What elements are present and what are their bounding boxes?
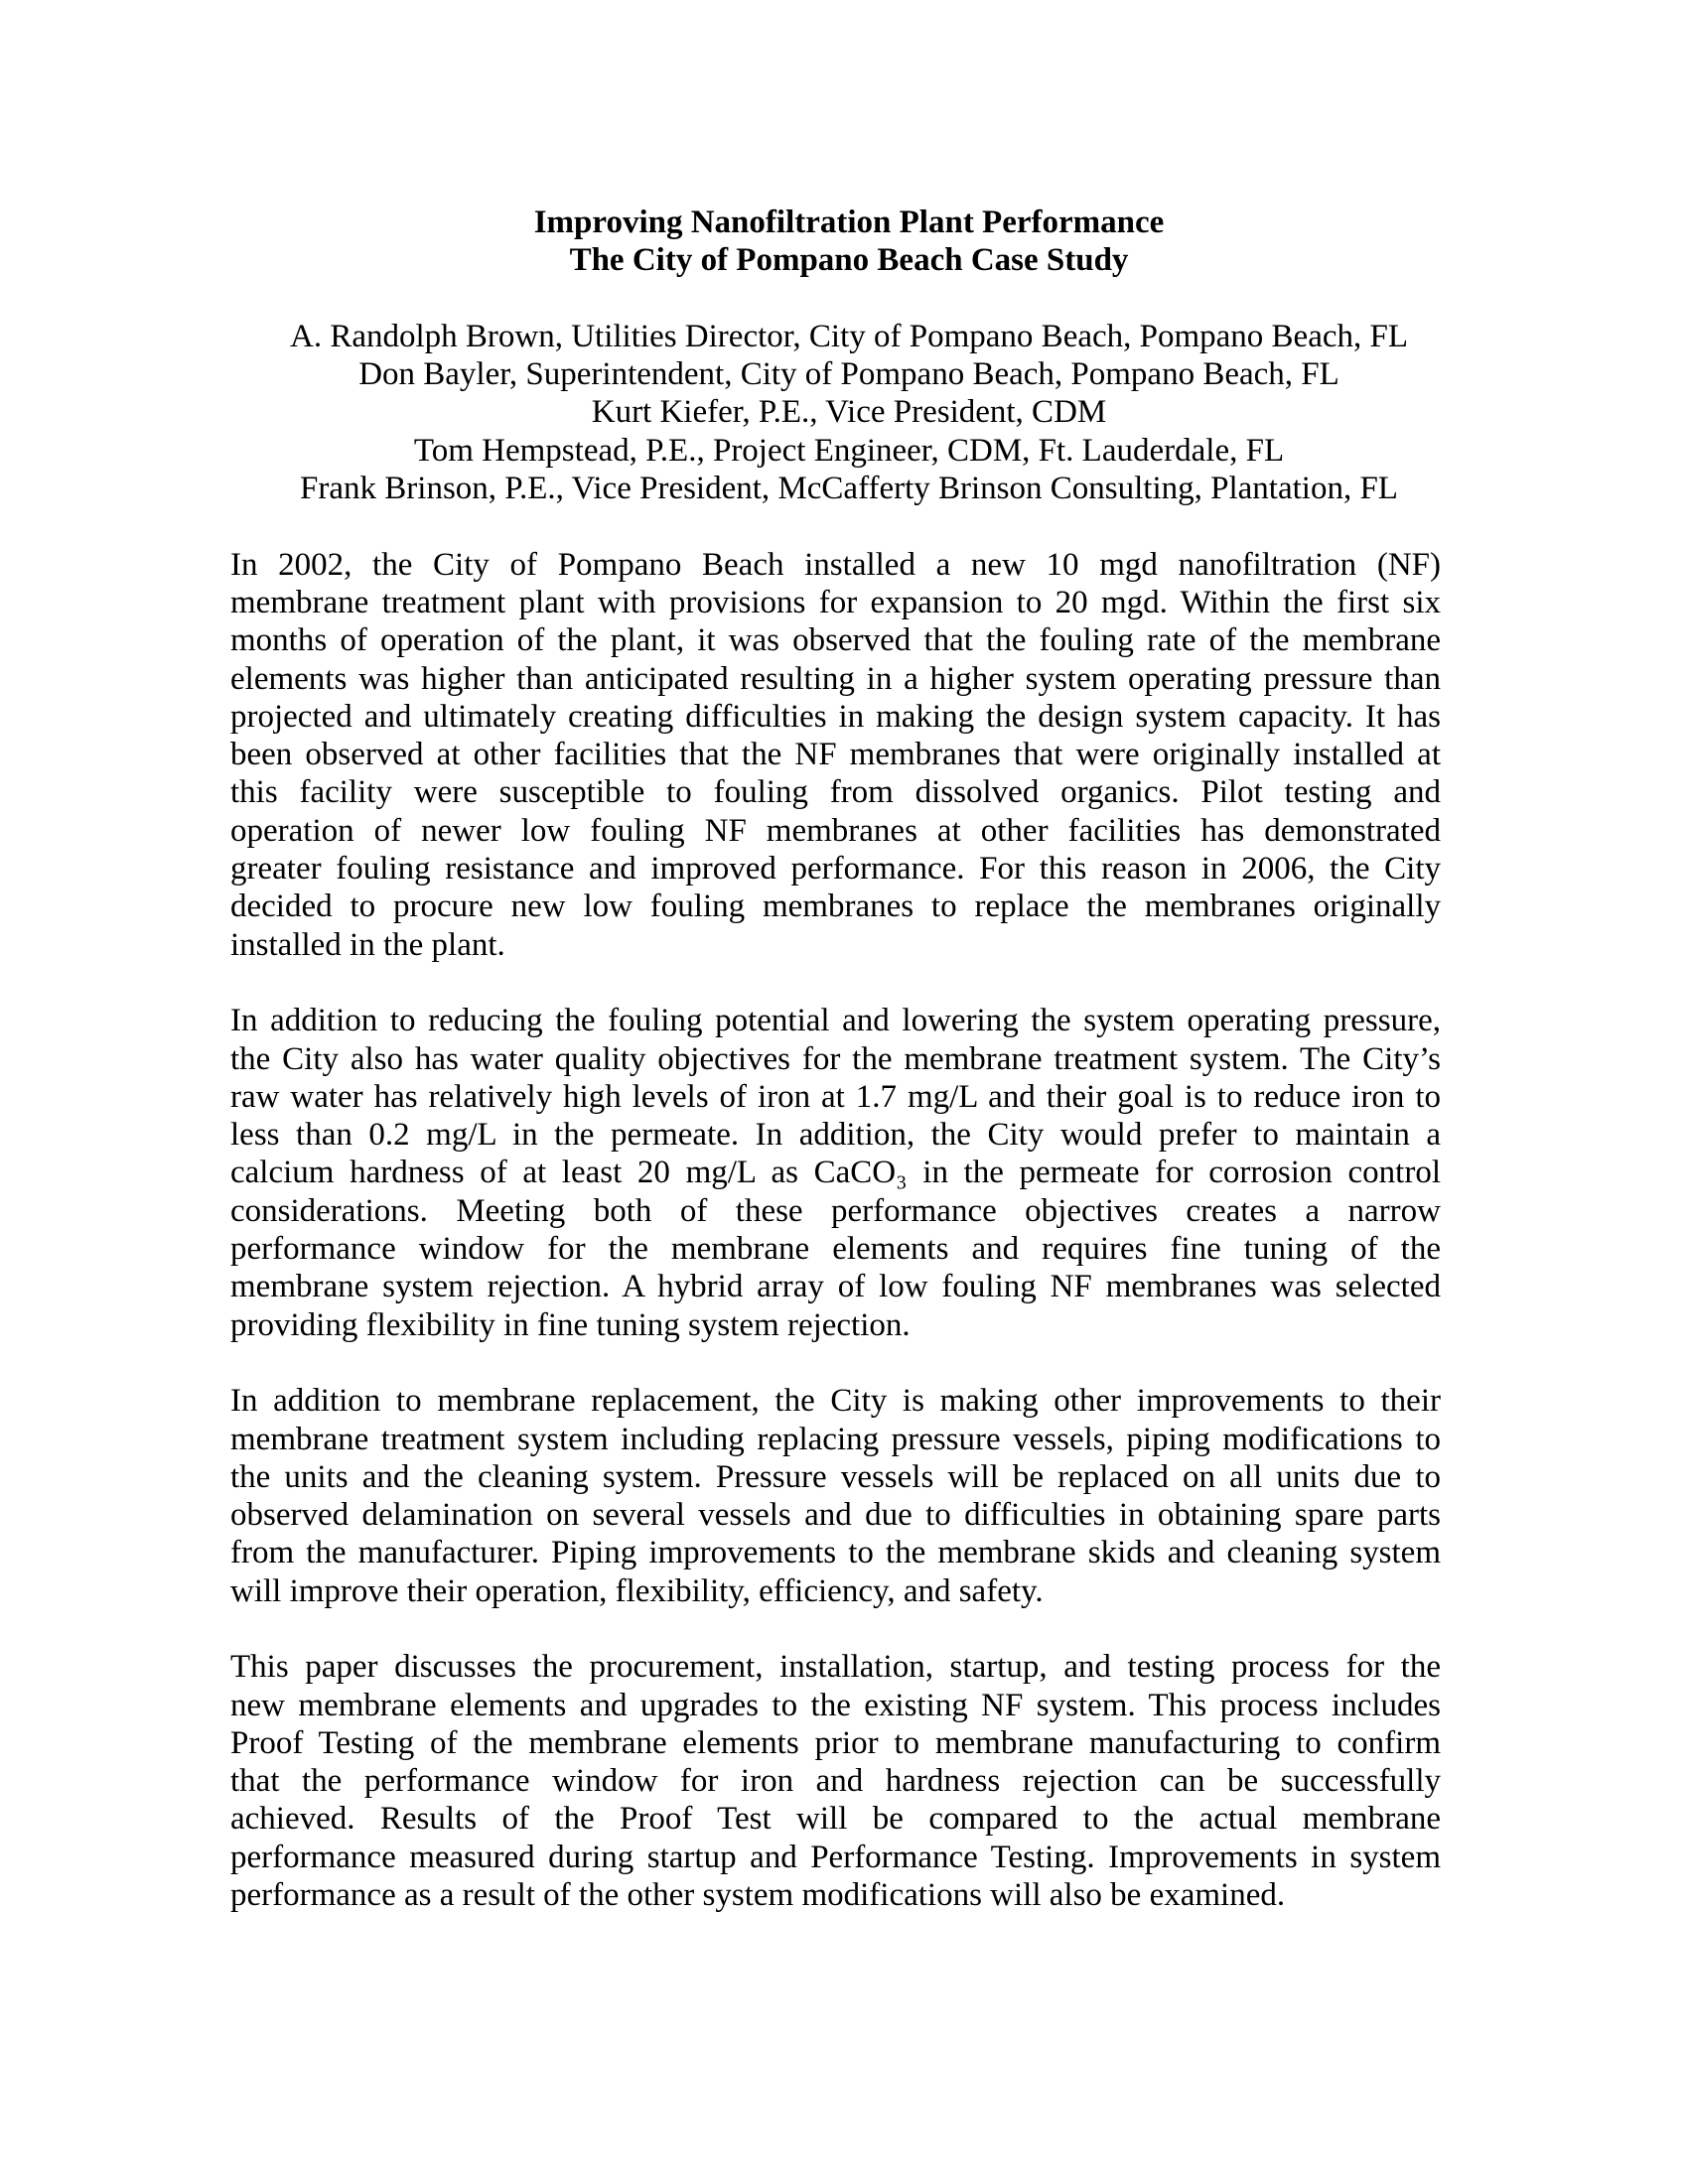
paragraph-line: projected and ultimately creating difficulties in making the design system capacity. It has (230, 698, 1441, 735)
paragraph-line: observed delamination on several vessels and due to difficulties in obtaining spare parts (230, 1497, 1441, 1534)
paragraph-line: greater fouling resistance and improved performance. For this reason in 2006, the City (230, 851, 1441, 887)
paragraph-line: performance measured during startup and Performance Testing. Improvements in system (230, 1839, 1441, 1875)
paragraph-line: that the performance window for iron and hardness rejection can be successfully (230, 1763, 1441, 1800)
document-header (230, 204, 1468, 507)
paragraph-line: membrane treatment plant with provisions for expansion to 20 mgd. Within the first six (230, 584, 1441, 620)
paragraph-line: the City also has water quality objectives for the membrane treatment system. The City’s (230, 1040, 1441, 1077)
paragraph-line: In addition to reducing the fouling potential and lowering the system operating pressure, (230, 1003, 1441, 1039)
author-line: A. Randolph Brown, Utilities Director, City of Pompano Beach, Pompano Beach, FL (289, 318, 1409, 354)
paragraph-line: performance window for the membrane elements and requires fine tuning of the (230, 1231, 1441, 1268)
author-line: Don Bayler, Superintendent, City of Pompano Beach, Pompano Beach, FL (358, 356, 1339, 393)
paper-title-line-2: The City of Pompano Beach Case Study (569, 242, 1129, 279)
author-line: Frank Brinson, P.E., Vice President, McCafferty Brinson Consulting, Plantation, FL (300, 471, 1398, 507)
paper-title (230, 204, 1468, 280)
paragraph (230, 1382, 1441, 1610)
paragraph-line: Proof Testing of the membrane elements prior to membrane manufacturing to confirm (230, 1724, 1441, 1761)
paragraph-line: achieved. Results of the Proof Test will be compared to the actual membrane (230, 1801, 1441, 1838)
paragraph-line: new membrane elements and upgrades to the existing NF system. This process includes (230, 1687, 1441, 1723)
paragraph-line: less than 0.2 mg/L in the permeate. In addition, the City would prefer to maintain a (230, 1117, 1441, 1154)
paragraph (230, 1648, 1441, 1914)
paragraph-line: operation of newer low fouling NF membranes at other facilities has demonstrated (230, 812, 1441, 849)
paragraph-line: the units and the cleaning system. Pressure vessels will be replaced on all units due to (230, 1458, 1441, 1495)
paragraph-line: considerations. Meeting both of these performance objectives creates a narrow (230, 1192, 1441, 1229)
paragraph-line: raw water has relatively high levels of iron at 1.7 mg/L and their goal is to reduce iron to (230, 1078, 1441, 1115)
paragraph-line: this facility were susceptible to fouling from dissolved organics. Pilot testing and (230, 774, 1441, 811)
paragraph-line: been observed at other facilities that the NF membranes that were originally installed at (230, 737, 1441, 773)
paragraph-line: installed in the plant. (230, 926, 505, 963)
paragraph-line: This paper discusses the procurement, installation, startup, and testing process for the (230, 1649, 1441, 1686)
paragraph-line: will improve their operation, flexibility, efficiency, and safety. (230, 1572, 1044, 1609)
paragraph-line: In addition to membrane replacement, the City is making other improvements to their (230, 1383, 1441, 1420)
abstract-body (230, 546, 1441, 1915)
paragraph-line: months of operation of the plant, it was observed that the fouling rate of the membrane (230, 622, 1441, 659)
author-line: Tom Hempstead, P.E., Project Engineer, CDM, Ft. Lauderdale, FL (413, 432, 1285, 469)
paragraph (230, 546, 1441, 964)
paragraph-line: calcium hardness of at least 20 mg/L as CaCO₃ in the permeate for corrosion control (230, 1155, 1441, 1191)
paragraph-line: membrane system rejection. A hybrid array of low fouling NF membranes was selected (230, 1269, 1441, 1305)
paragraph (230, 1002, 1441, 1344)
paper-title-line-1: Improving Nanofiltration Plant Performance (533, 205, 1165, 240)
paragraph-line: elements was higher than anticipated resulting in a higher system operating pressure than (230, 660, 1441, 697)
paragraph-line: membrane treatment system including replacing pressure vessels, piping modifications to (230, 1421, 1441, 1457)
paragraph-line: from the manufacturer. Piping improvements to the membrane skids and cleaning system (230, 1535, 1441, 1571)
paragraph-line: providing flexibility in fine tuning system rejection. (230, 1306, 911, 1343)
author-list (230, 318, 1468, 507)
paragraph-line: decided to procure new low fouling membranes to replace the membranes originally (230, 888, 1441, 925)
paragraph-line: In 2002, the City of Pompano Beach installed a new 10 mgd nanofiltration (NF) (230, 546, 1441, 583)
author-line: Kurt Kiefer, P.E., Vice President, CDM (591, 394, 1107, 431)
paragraph-line: performance as a result of the other system modifications will also be examined. (230, 1877, 1286, 1914)
